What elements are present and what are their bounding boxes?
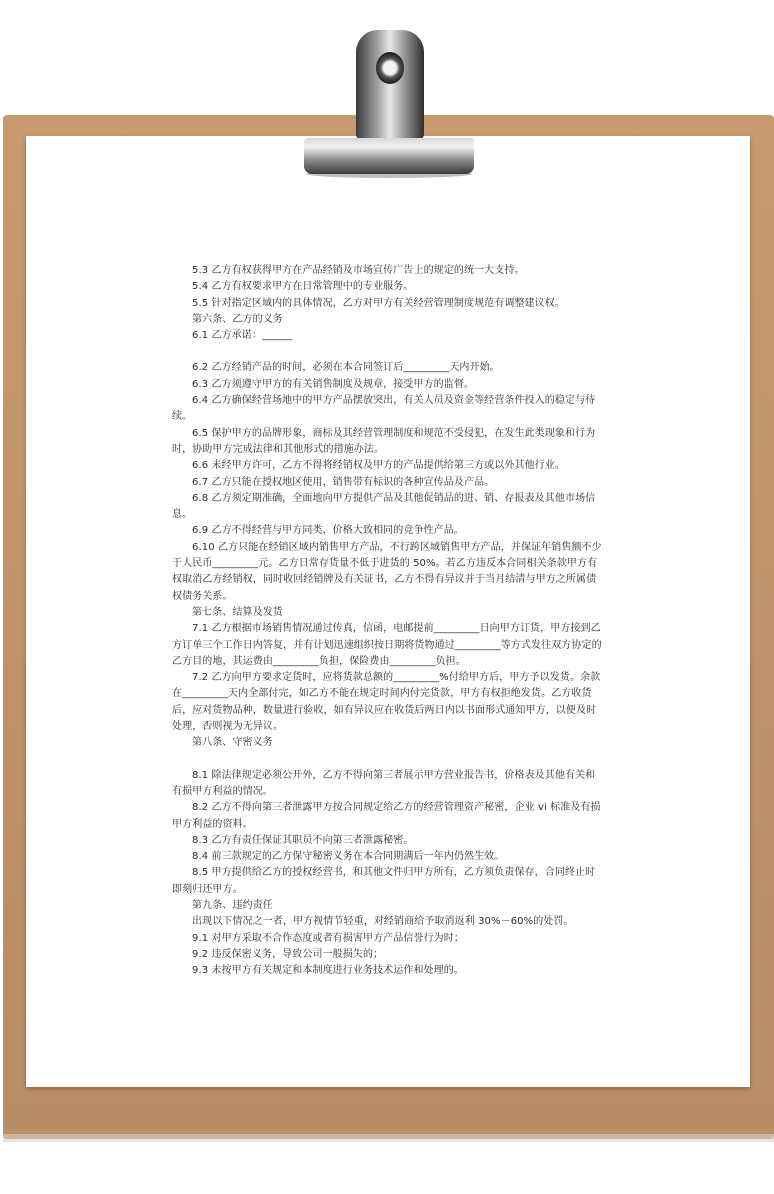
clip-lever <box>356 30 424 140</box>
clipboard-shadow <box>3 1134 774 1142</box>
spacer <box>172 344 604 360</box>
clause-8-5: 8.5 甲方提供给乙方的授权经营书，和其他文件归甲方所有，乙方须负责保存，合同终止时即刻归还甲方。 <box>172 867 596 895</box>
contract-text <box>172 263 604 979</box>
clause-9-1: 9.1 对甲方采取不合作态度或者有损害甲方产品信誉行为时； <box>192 932 464 944</box>
clause-6-4: 6.4 乙方确保经营场地中的甲方产品摆放突出，有关人员及资金等经营条件投入的稳定与待续。 <box>172 395 596 423</box>
clause-8-4: 8.4 前三款规定的乙方保守秘密义务在本合同期满后一年内仍然生效。 <box>192 851 505 863</box>
clause-6-2: 6.2 乙方经销产品的时间，必须在本合同签订后_________天内开始。 <box>192 362 500 374</box>
clause-7-1: 7.1 乙方根据市场销售情况通过传真，信函，电邮提前_________日向甲方订货，甲方接到乙方订单三个工作日内答复，并有计划迅速组织按日期将货物通过_________等方式发往双方协定的乙方目的地，其运费由_________负担，保险费由_________负担。 <box>172 623 602 667</box>
clause-8-3: 8.3 乙方有责任保证其职员不向第三者泄露秘密。 <box>192 834 414 846</box>
clause-7-2: 7.2 乙方向甲方要求定货时，应将货款总额的_________%付给甲方后，甲方予以发货。余款在_________天内全部付完，如乙方不能在规定时间内付完货款，甲方有权拒绝发货。乙方收货后，应对货物品种，数量进行验收，如有异议应在收货后两日内以书面形式通知甲方，以便及时处理，否则视为无异议。 <box>172 672 601 733</box>
clause-8-1: 8.1 除法律规定必须公开外，乙方不得向第三者展示甲方营业报告书，价格表及其他有关和有损甲方利益的情况。 <box>172 769 596 797</box>
clip-hole <box>376 52 404 84</box>
clause-6-9: 6.9 乙方不得经营与甲方同类，价格大致相同的竞争性产品。 <box>192 525 464 537</box>
article-9-intro: 出现以下情况之一者，甲方视情节轻重，对经销商给予取消返利 30%－60%的处罚。 <box>192 916 574 928</box>
article-6-heading: 第六条、乙方的义务 <box>192 313 283 325</box>
clause-6-8: 6.8 乙方须定期准确，全面地向甲方提供产品及其他促销品的进、销、存报表及其他市场信息。 <box>172 492 596 521</box>
article-9-heading: 第九条、违约责任 <box>192 899 273 911</box>
clause-5-3: 5.3 乙方有权获得甲方在产品经销及市场宣传广告上的规定的统一大支持。 <box>192 265 525 276</box>
clause-6-5: 6.5 保护甲方的品牌形象，商标及其经营管理制度和规范不受侵犯，在发生此类现象和行为时，协助甲方完成法律和其他形式的措施办法。 <box>172 427 596 455</box>
clause-6-7: 6.7 乙方只能在授权地区使用，销售带有标识的各种宣传品及产品。 <box>192 476 495 488</box>
binder-clip-icon <box>304 138 474 174</box>
clause-6-3: 6.3 乙方须遵守甲方的有关销售制度及规章，接受甲方的监督。 <box>192 378 475 390</box>
clause-5-4: 5.4 乙方有权要求甲方在日常管理中的专业服务。 <box>192 281 414 293</box>
article-7-heading: 第七条、结算及发货 <box>192 606 283 618</box>
clause-5-5: 5.5 针对指定区域内的具体情况，乙方对甲方有关经营管理制度规范有调整建议权。 <box>192 297 565 309</box>
article-8-heading: 第八条、守密义务 <box>192 737 273 749</box>
clause-9-2: 9.2 违反保密义务，导致公司一般损失的； <box>192 948 384 960</box>
clause-8-2: 8.2 乙方不得向第三者泄露甲方按合同规定给乙方的经营管理资产秘密，企业 vi 标准及有损甲方利益的资料。 <box>172 802 601 830</box>
clause-6-6: 6.6 未经甲方许可，乙方不得将经销权及甲方的产品提供给第三方或以外其他行业。 <box>192 460 565 472</box>
clause-6-1: 6.1 乙方承诺：______ <box>192 330 293 342</box>
clause-9-3: 9.3 未按甲方有关规定和本制度进行业务技术运作和处理的。 <box>192 965 464 977</box>
clause-6-10: 6.10 乙方只能在经销区域内销售甲方产品，不行跨区域销售甲方产品，并保证年销售额不少于人民币_________元。乙方日常存货量不低于进货的 50%。若乙方违反本合同相关条款甲方有权取消乙方经销权，同时收回经销牌及有关证书，乙方不得有异议并于当月结清与甲方之所属债权债务关系。 <box>172 541 602 602</box>
spacer <box>172 752 604 768</box>
